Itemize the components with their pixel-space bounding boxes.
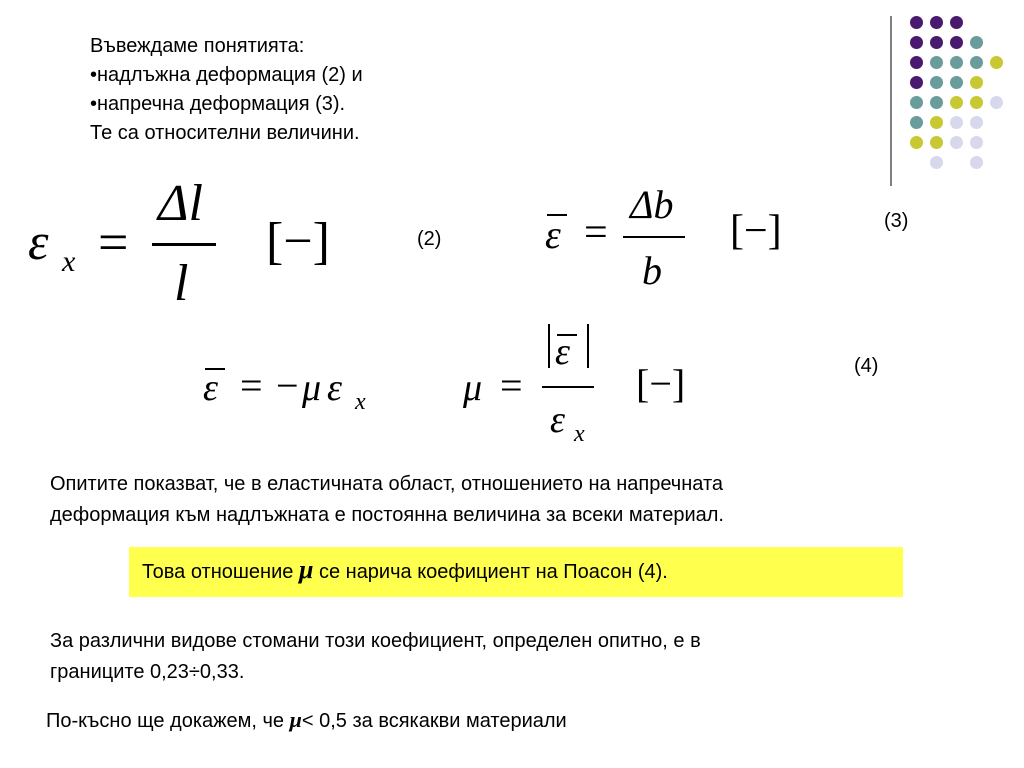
- subscript-x: x: [574, 421, 585, 447]
- fraction-bar: [623, 236, 685, 238]
- equation-label: (3): [884, 210, 909, 232]
- decorative-dot: [910, 96, 923, 109]
- fraction-numerator: Δb: [630, 182, 674, 227]
- subscript-x: x: [62, 245, 76, 278]
- decorative-dot: [930, 96, 943, 109]
- intro-line: Въвеждаме понятията:: [90, 35, 305, 57]
- decorative-dot: [950, 116, 963, 129]
- equation-label: (2): [417, 228, 442, 250]
- highlight-box: [129, 547, 903, 597]
- decorative-dot: [970, 156, 983, 169]
- paragraph-line: границите 0,23÷0,33.: [50, 661, 245, 683]
- decorative-dot: [930, 156, 943, 169]
- equation-label: (4): [854, 355, 879, 377]
- decorative-dot: [910, 36, 923, 49]
- decorative-dot: [930, 116, 943, 129]
- decorative-dot: [910, 16, 923, 29]
- intro-line: •напречна деформация (3).: [90, 93, 346, 115]
- unit-bracket: [−]: [730, 208, 782, 254]
- paragraph-line: Опитите показват, че в еластичната област, отношението на напречната: [50, 473, 723, 495]
- paragraph-steel-range: [50, 626, 701, 688]
- paragraph-line: За различни видове стомани този коефициент, определен опитно, е в: [50, 630, 701, 652]
- decorative-dot: [950, 76, 963, 89]
- intro-line: •надлъжна деформация (2) и: [90, 64, 363, 86]
- epsilon-symbol: ε: [545, 212, 561, 257]
- decorative-dot: [970, 76, 983, 89]
- highlight-text-before: Това отношение: [142, 561, 299, 583]
- subscript-x: x: [355, 389, 366, 415]
- decorative-dot: [950, 56, 963, 69]
- paragraph-experiments: [50, 469, 724, 531]
- intro-text: [90, 32, 570, 148]
- decorative-dot-grid: [900, 14, 1010, 174]
- decorative-dot: [910, 56, 923, 69]
- footer-text-before: По-късно ще докажем, че: [46, 710, 290, 732]
- footer-text-after: < 0,5 за всякакви материали: [301, 710, 567, 732]
- fraction-bar: [152, 243, 216, 246]
- decorative-dot: [970, 136, 983, 149]
- fraction-numerator: Δl: [158, 175, 203, 232]
- decorative-dot: [930, 136, 943, 149]
- fraction-denominator: b: [642, 248, 662, 293]
- decorative-divider: [890, 16, 892, 186]
- decorative-dot: [930, 76, 943, 89]
- intro-line: Те са относителни величини.: [90, 122, 360, 144]
- decorative-dot: [950, 16, 963, 29]
- epsilon-symbol: ε: [203, 367, 218, 409]
- decorative-dot: [910, 116, 923, 129]
- decorative-dot: [970, 36, 983, 49]
- abs-bar-left: [548, 324, 550, 368]
- mu-symbol: μ: [463, 367, 483, 409]
- equals-sign: =: [240, 363, 263, 408]
- paragraph-line: деформация към надлъжната е постоянна величина за всеки материал.: [50, 504, 724, 526]
- decorative-dot: [950, 96, 963, 109]
- minus-sign: −: [276, 363, 299, 408]
- decorative-dot: [970, 116, 983, 129]
- decorative-dot: [990, 56, 1003, 69]
- mu-symbol: μ: [289, 707, 302, 732]
- decorative-dot: [930, 36, 943, 49]
- decorative-dot: [910, 136, 923, 149]
- decorative-dot: [950, 36, 963, 49]
- decorative-dot: [930, 16, 943, 29]
- epsilon-symbol: ε: [327, 367, 342, 409]
- unit-bracket: [−]: [266, 213, 330, 270]
- mu-symbol: μ: [302, 367, 322, 409]
- fraction-numerator: ε: [555, 331, 570, 373]
- highlight-text-after: се нарича коефициент на Поасон (4).: [313, 561, 668, 583]
- unit-bracket: [−]: [636, 361, 686, 406]
- fraction-denominator: ε: [550, 399, 565, 441]
- equals-sign: =: [500, 363, 523, 408]
- decorative-dot: [950, 136, 963, 149]
- decorative-dot: [970, 96, 983, 109]
- mu-symbol: μ: [298, 555, 314, 584]
- decorative-dot: [990, 96, 1003, 109]
- decorative-dot: [910, 76, 923, 89]
- abs-bar-right: [587, 324, 589, 368]
- fraction-denominator: l: [174, 255, 189, 312]
- epsilon-symbol: ε: [28, 214, 49, 271]
- decorative-dot: [970, 56, 983, 69]
- footer-statement: [46, 707, 567, 736]
- equals-sign: =: [98, 212, 129, 272]
- equals-sign: =: [584, 210, 608, 256]
- fraction-bar: [542, 386, 594, 388]
- decorative-dot: [930, 56, 943, 69]
